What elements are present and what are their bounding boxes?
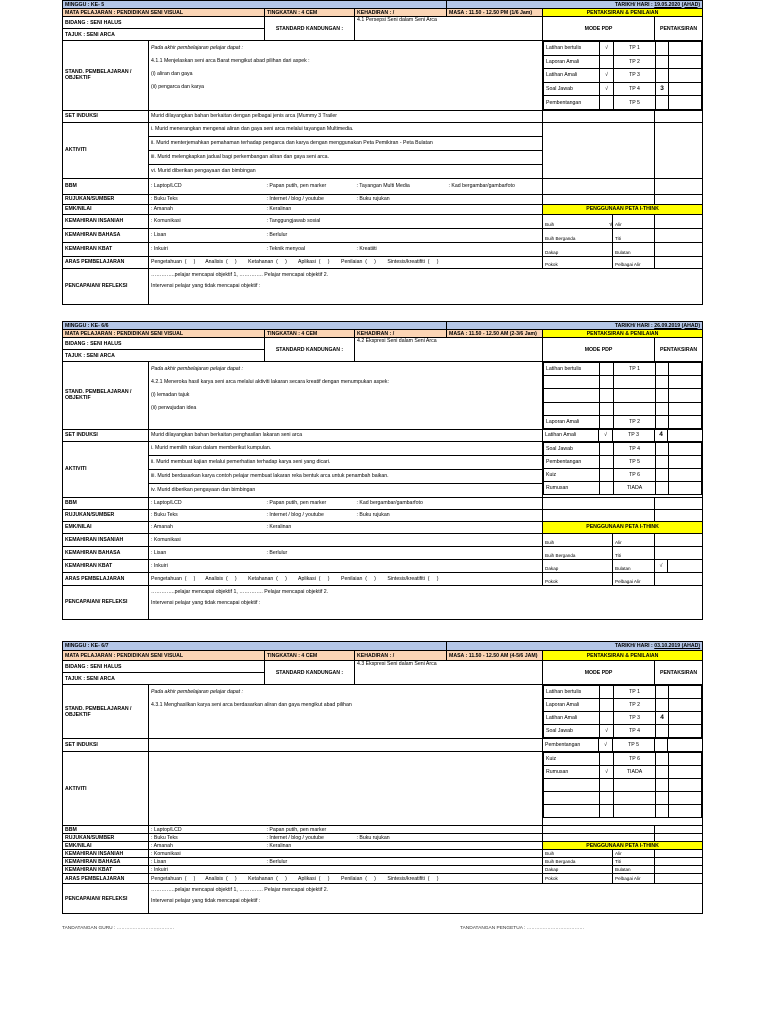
reference-item: : Buku rujukan (355, 834, 543, 842)
ithink-map: Pelbagai Alir (613, 256, 655, 268)
bbm-label: BBM (63, 178, 149, 194)
tick-mark (655, 214, 703, 228)
learning-level-label: ARAS PEMBELAJARAN (63, 572, 149, 585)
ithink-map: Buih Berganda (543, 228, 613, 242)
ithink-header: PENGGUNAAN PETA I-THINK (543, 842, 703, 850)
topic-label: TAJUK : SENI ARCA (63, 29, 265, 41)
mode-pdp-header: MODE PDP (543, 661, 655, 685)
tick-mark: √ (599, 739, 613, 752)
mode-item: Soal Jawab (544, 725, 600, 738)
values-label: EMK/NILAI (63, 204, 149, 214)
reference-item: : Buku Teks (149, 509, 265, 521)
induction-label: SET INDUKSI (63, 110, 149, 122)
tick-mark: √ (599, 429, 613, 441)
week-label: MINGGU : KE- 5 (63, 1, 447, 9)
ithink-map: Pokok (543, 874, 613, 884)
soft-skills-item: : Komunikasi (149, 850, 543, 858)
mode-item: Kuiz (544, 753, 600, 766)
language-skills-label: KEMAHIRAN BAHASA (63, 228, 149, 242)
time-label: MASA : 11.50 - 12.50 PM (1/6 Jam) (447, 9, 543, 17)
hots-item: : Inkuiri (149, 866, 543, 874)
lesson-plan-week-7 (62, 641, 703, 914)
bbm-item: : Laptop/LCD (149, 826, 265, 834)
attendance-label: KEHADIRAN : / (355, 651, 447, 661)
language-item: : Lisan (149, 228, 265, 242)
tp-item: TP 2 (614, 55, 656, 69)
learning-level-text: Pengetahuan ( ) Analisis ( ) Ketahanan ( ) Aplikasi ( ) Penilaian ( ) Sintesis/kreatifiti ( ) (149, 572, 543, 585)
mode-table (543, 362, 702, 429)
standard-value: 4.2 Ekspresi Seni dalam Seni Arca (355, 338, 543, 362)
tick-mark: √ (600, 725, 614, 738)
tp-item: TP 1 (614, 686, 656, 699)
reference-item: : Buku Teks (149, 834, 265, 842)
mode-item: Pembentangan (544, 96, 600, 110)
date-label: TARIKH/ HARI : 03.10.2019 (AHAD) (447, 642, 703, 651)
soft-skills-label: KEMAHIRAN INSANIAH (63, 533, 149, 546)
teacher-signature-line: TANDATANGAN GURU : ……………………………… (62, 926, 175, 931)
tp-item: TP 3 (614, 69, 656, 83)
lesson-plan-week-6 (62, 321, 703, 620)
ithink-map: Titi (613, 546, 655, 559)
ithink-map: √ Alir (613, 214, 655, 228)
ithink-map: Bulatan (613, 559, 655, 572)
soft-skills-item: : Tanggungjawab sosial (265, 214, 543, 228)
subject-label: MATA PELAJARAN : PENDIDIKAN SENI VISUAL (63, 9, 265, 17)
form-label: TINGKATAN : 4 CEM (265, 9, 355, 17)
activity-label: AKTIVITI (63, 122, 149, 178)
ithink-map: Dakap (543, 559, 613, 572)
ithink-map: Bulatan (613, 866, 655, 874)
score-cell: 4 (655, 429, 668, 441)
tp-item: TP 4 (614, 442, 656, 455)
ithink-map: Alir (613, 533, 655, 546)
assessment-header: PENTAKSIRAN & PENILAIAN (543, 651, 703, 661)
mode-item: Laporan Amali (544, 415, 600, 428)
reflection-label: PENCAPAIAN/ REFLEKSI (63, 585, 149, 619)
mode-item: Latihan bertulis (544, 42, 600, 56)
mode-item: Pembentangan (544, 455, 600, 468)
standard-value: 4.3 Ekspresi Seni dalam Seni Arca (355, 661, 543, 685)
mode-item: Soal Jawab (544, 442, 600, 455)
tp-item: TP 2 (614, 699, 656, 712)
ithink-map: Buih (543, 533, 613, 546)
mode-pdp-header: MODE PDP (543, 17, 655, 41)
subject-label: MATA PELAJARAN : PENDIDIKAN SENI VISUAL (63, 330, 265, 338)
principal-signature-line: TANDATANGAN PENGETUA : ……………………………… (460, 926, 585, 931)
activity-label: AKTIVITI (63, 752, 149, 826)
language-item: : Berlulur (265, 546, 543, 559)
learning-level-label: ARAS PEMBELAJARAN (63, 256, 149, 268)
mode-item: Laporan Amali (544, 699, 600, 712)
reference-item: : Buku rujukan (355, 194, 543, 204)
tp-item: TP 5 (614, 96, 656, 110)
tp-item: TP 3 (614, 712, 656, 725)
hots-item: : Inkuiri (149, 559, 543, 572)
hots-item: : Inkuiri (149, 242, 265, 256)
objective-label: STAND. PEMBELAJARAN / OBJEKTIF (63, 685, 149, 739)
topic-label: TAJUK : SENI ARCA (63, 350, 265, 362)
values-item: : Keralinan (265, 204, 543, 214)
bbm-item: : Papan putih, pen marker (265, 826, 543, 834)
mode-item: Laporan Amali (544, 55, 600, 69)
score-cell: 4 (656, 712, 669, 725)
mode-item: Kuiz (544, 468, 600, 481)
induction-label: SET INDUKSI (63, 429, 149, 441)
tp-item: TIADA (614, 766, 656, 779)
standard-value: 4.1 Persepsi Seni dalam Seni Arca (355, 17, 543, 41)
language-item: : Lisan (149, 858, 265, 866)
tick-mark: √ (655, 559, 668, 572)
induction-text: Murid dilayangkan bahan berkaitan dengan pelbagai jenis arca (Mummy 3 Trailer (149, 110, 543, 122)
objective-text: Pada akhir pembelajaran pelajar dapat : 4.2.1 Meneroka hasil karya seni arca melalui aktiviti lakaran secara kreatif dengan menumpukan aspek: (i) lemadan tajuk (ii) perwujudan idea (149, 362, 543, 430)
bbm-item: : Tayangan Multi Media (355, 178, 447, 194)
bbm-label: BBM (63, 826, 149, 834)
score-cell (656, 69, 669, 83)
language-skills-label: KEMAHIRAN BAHASA (63, 858, 149, 866)
reflection-text: …………..pelajar mencapai objektif 1, ………….. Pelajar mencapai objektif 2. Intervensi pelajar yang tidak mencapai objektif : (149, 884, 703, 914)
ithink-map: Titi (613, 228, 655, 242)
language-item: : Berlulur (265, 858, 543, 866)
objective-text: Pada akhir pembelajaran pelajar dapat : 4.3.1 Menghasilkan karya seni arca berdasarkan aliran dan gaya mengikut abad pilihan (149, 685, 543, 739)
ithink-map: Buih (543, 214, 613, 228)
values-item: : Keralinan (265, 521, 543, 533)
week-label: MINGGU : KE- 6/7 (63, 642, 447, 651)
values-label: EMK/NILAI (63, 521, 149, 533)
lesson-plan-week-5 (62, 0, 703, 305)
standard-label: STANDARD KANDUNGAN : (265, 338, 355, 362)
tp-item: TP 4 (614, 725, 656, 738)
ithink-map: Pokok (543, 572, 613, 585)
mode-table (543, 41, 702, 110)
tick-mark (600, 753, 614, 766)
ithink-header: PENGGUNAAN PETA I-THINK (543, 521, 703, 533)
learning-level-text: Pengetahuan ( ) Analisis ( ) Ketahanan ( ) Aplikasi ( ) Penilaian ( ) Sintesis/kreatifiti ( ) (149, 256, 543, 268)
tick-mark (600, 55, 614, 69)
mode-table (543, 752, 702, 818)
assessment-header: PENTAKSIRAN & PENILAIAN (543, 330, 703, 338)
tp-item: TP 4 (614, 82, 656, 96)
activity-text: i. Murid menerangkan mengenai aliran dan gaya seni arca melalui tayangan Multimedia. ii. Murid menterjemahkan pemahaman terhadap pengarca dan karya dengan menggunakan Peta Pemikiran - Peta Bulatan iii. Murid melengkapkan jadual bagi perkembangan aliran dan gaya seni arca. vi. Murid diberikan pengayaan dan bimbingan (149, 122, 543, 178)
topic-label: TAJUK : SENI ARCA (63, 673, 265, 685)
attendance-label: KEHADIRAN : / (355, 9, 447, 17)
values-label: EMK/NILAI (63, 842, 149, 850)
tick-mark (600, 686, 614, 699)
objective-text: Pada akhir pembelajaran pelajar dapat : 4.1.1 Menjelaskan seni arca Barat mengikut abad pilihan dari aspek : (i) aliran dan gaya (ii) pengarca dan karya (149, 41, 543, 111)
language-skills-label: KEMAHIRAN BAHASA (63, 546, 149, 559)
tick-mark (600, 96, 614, 110)
ithink-map: Buih (543, 850, 613, 858)
soft-skills-label: KEMAHIRAN INSANIAH (63, 214, 149, 228)
mode-table (543, 685, 702, 738)
tp-item: TP 2 (614, 415, 656, 428)
tick-mark: √ (600, 69, 614, 83)
field-label: BIDANG : SENI HALUS (63, 338, 265, 350)
mode-item: Soal Jawab (544, 82, 600, 96)
reference-label: RUJUKAN/SUMBER (63, 834, 149, 842)
score-cell (656, 55, 669, 69)
tick-mark (600, 712, 614, 725)
values-item: : Amanah (149, 521, 265, 533)
week-label: MINGGU : KE- 6/6 (63, 322, 447, 330)
bbm-item: : Kad bergambar/gambarfoto (447, 178, 543, 194)
reference-item: : Internet / blog / youtube (265, 509, 355, 521)
hots-label: KEMAHIRAN KBAT (63, 866, 149, 874)
tp-item: TP 6 (614, 468, 656, 481)
induction-text: Murid dilayangkan bahan berkaitan penghasilan lakaran seni arca (149, 429, 543, 441)
bbm-item: : Kad bergambar/gambarfoto (355, 497, 543, 509)
date-label: TARIKH/ HARI : 26.09.2019 (AHAD) (447, 322, 703, 330)
hots-label: KEMAHIRAN KBAT (63, 559, 149, 572)
objective-label: STAND. PEMBELAJARAN / OBJEKTIF (63, 362, 149, 430)
ithink-map: Dakap (543, 866, 613, 874)
mode-item: Pembentangan (543, 739, 599, 752)
form-label: TINGKATAN : 4 CEM (265, 651, 355, 661)
score-cell (656, 42, 669, 56)
reference-label: RUJUKAN/SUMBER (63, 509, 149, 521)
bbm-item: : Laptop/LCD (149, 178, 265, 194)
reference-item: : Internet / blog / youtube (265, 834, 355, 842)
form-label: TINGKATAN : 4 CEM (265, 330, 355, 338)
bbm-item: : Papan putih, pen marker (265, 178, 355, 194)
standard-label: STANDARD KANDUNGAN : (265, 661, 355, 685)
objective-label: STAND. PEMBELAJARAN / OBJEKTIF (63, 41, 149, 111)
ithink-header: PENGGUNAAN PETA I-THINK (543, 204, 703, 214)
field-label: BIDANG : SENI HALUS (63, 17, 265, 29)
tp-item: TIADA (614, 481, 656, 494)
mode-item: Latihan bertulis (544, 363, 600, 376)
assessment-col-header: PENTAKSIRAN (655, 661, 703, 685)
date-label: TARIKH/ HARI : 19.05.2020 (AHAD) (447, 1, 703, 9)
tick-mark: √ (600, 82, 614, 96)
ithink-map: Pelbagai Alir (613, 572, 655, 585)
attendance-label: KEHADIRAN : / (355, 330, 447, 338)
mode-item: Rumusan (544, 481, 600, 494)
tp-item: TP 3 (613, 429, 655, 441)
reference-item: : Internet / blog / youtube (265, 194, 355, 204)
learning-level-text: Pengetahuan ( ) Analisis ( ) Ketahanan ( ) Aplikasi ( ) Penilaian ( ) Sintesis/kreatifiti ( ) (149, 874, 543, 884)
subject-label: MATA PELAJARAN : PENDIDIKAN SENI VISUAL (63, 651, 265, 661)
tp-item: TP 1 (614, 363, 656, 376)
tp-item: TP 6 (614, 753, 656, 766)
mode-table (543, 442, 702, 495)
tick-mark: √ (600, 42, 614, 56)
assessment-col-header: PENTAKSIRAN (655, 17, 703, 41)
mode-item: Latihan bertulis (544, 686, 600, 699)
ithink-map: Titi (613, 858, 655, 866)
language-item: : Lisan (149, 546, 265, 559)
hots-item: : Teknik menyoal (265, 242, 355, 256)
induction-label: SET INDUKSI (63, 739, 149, 752)
tick-mark (600, 699, 614, 712)
soft-skills-item: : Komunikasi (149, 533, 543, 546)
assessment-header: PENTAKSIRAN & PENILAIAN (543, 9, 703, 17)
tick-mark: √ (600, 766, 614, 779)
field-label: BIDANG : SENI HALUS (63, 661, 265, 673)
mode-pdp-header: MODE PDP (543, 338, 655, 362)
activity-text (149, 752, 543, 826)
ithink-map: Pokok (543, 256, 613, 268)
language-item: : Berlulur (265, 228, 543, 242)
ithink-map: Buih Berganda (543, 546, 613, 559)
values-item: : Amanah (149, 204, 265, 214)
reference-item: : Buku Teks (149, 194, 265, 204)
reflection-text: …………..pelajar mencapai objektif 1, ………….. Pelajar mencapai objektif 2. Intervensi pelajar yang tidak mencapai objektif : (149, 268, 703, 304)
time-label: MASA : 11.50 - 12.50 AM (2-3/6 Jam) (447, 330, 543, 338)
mode-item: Latihan Amali (544, 69, 600, 83)
reference-item: : Buku rujukan (355, 509, 543, 521)
activity-text: i. Murid memilih rakan dalam memberikut kumpulan. ii. Murid membuat kajian melalui pemerhatian terhadap karya seni yang dicari. iii. Murid berdasarkan karya contoh pelajar membuat lakaran reka bentuk arca untuk penambah baikan. iv. Murid diberikan pengayaan dan bimbingan (149, 441, 543, 497)
hots-item: : Kreatiiti (355, 242, 543, 256)
tp-item: TP 5 (614, 455, 656, 468)
tp-item: TP 5 (613, 739, 655, 752)
bbm-item: : Laptop/LCD (149, 497, 265, 509)
ithink-map: Dakap (543, 242, 613, 256)
reference-label: RUJUKAN/SUMBER (63, 194, 149, 204)
tp-item: TP 1 (614, 42, 656, 56)
ithink-map: Buih Berganda (543, 858, 613, 866)
mode-item: Rumusan (544, 766, 600, 779)
reflection-label: PENCAPAIAN/ REFLEKSI (63, 268, 149, 304)
soft-skills-item: : Komunikasi (149, 214, 265, 228)
mode-item: Latihan Amali (543, 429, 599, 441)
induction-text (149, 739, 543, 752)
time-label: MASA : 11.50 - 12.50 AM (4-5/6 JAM) (447, 651, 543, 661)
learning-level-label: ARAS PEMBELAJARAN (63, 874, 149, 884)
bbm-item: : Papan putih, pen marker (265, 497, 355, 509)
values-item: : Keralinan (265, 842, 543, 850)
ithink-map: Bulatan (613, 242, 655, 256)
activity-label: AKTIVITI (63, 441, 149, 497)
ithink-map: Alir (613, 850, 655, 858)
standard-label: STANDARD KANDUNGAN : (265, 17, 355, 41)
values-item: : Amanah (149, 842, 265, 850)
ithink-map: Pelbagai Alir (613, 874, 655, 884)
hots-label: KEMAHIRAN KBAT (63, 242, 149, 256)
assessment-col-header: PENTAKSIRAN (655, 338, 703, 362)
reflection-text: …………..pelajar mencapai objektif 1, ………….. Pelajar mencapai objektif 2. Intervensi pelajar yang tidak mencapai objektif : (149, 585, 703, 619)
bbm-label: BBM (63, 497, 149, 509)
mode-item: Latihan Amali (544, 712, 600, 725)
score-cell: 3 (656, 82, 669, 96)
soft-skills-label: KEMAHIRAN INSANIAH (63, 850, 149, 858)
score-cell (656, 96, 669, 110)
reflection-label: PENCAPAIAN/ REFLEKSI (63, 884, 149, 914)
